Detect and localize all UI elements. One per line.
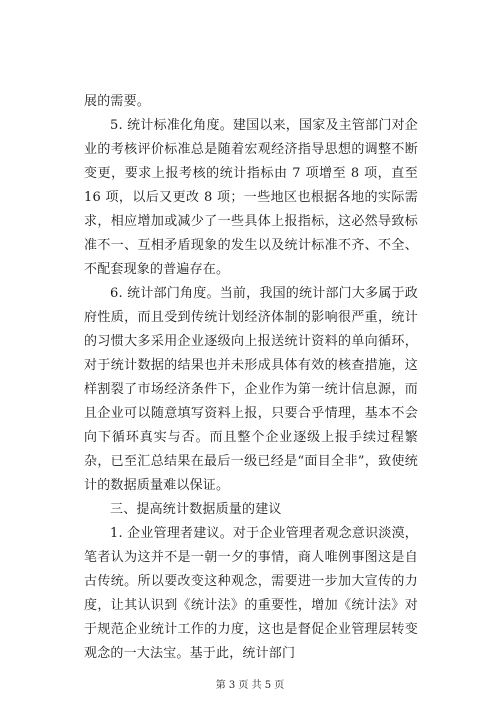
paragraph-continuation: 展的需要。	[84, 94, 151, 109]
paragraph-statistics-department: 6. 统计部门角度。当前，我国的统计部门大多属于政府性质，而且受到传统计划经济体制的影响很严重，统计的习惯大多采用企业逐级向上报送统计资料的单向循环，对于统计数据的结果也并未形成具体有效的核查措施，这样割裂了市场经济条件下，企业作为第一统计信息源，而且企业可以随意填写资料上报，只要合乎情理，基本不会向下循环真实与否。而且整个企业逐级上报手续过程繁杂，已至汇总结果在最后一级已经是“面目全非”，致使统计的数据质量难以保证。	[84, 286, 418, 493]
paragraph-statistical-standardization: 5. 统计标准化角度。建国以来，国家及主管部门对企业的考核评价标准总是随着宏观经济指导思想的调整不断变更，要求上报考核的统计指标由 7 项增至 8 项，直至 16 项，以后又更改 8 项；一些地区也根据各地的实际需求，相应增加或减少了一些具体上报指标，这必然导致标准不一、互相矛盾现象的发生以及统计标准不齐、不全、不配套现象的普遍存在。	[84, 118, 418, 277]
page-number-footer: 第 3 页 共 5 页	[215, 680, 285, 691]
paragraph-management-suggestion: 1. 企业管理者建议。对于企业管理者观念意识淡漠，笔者认为这并不是一朝一夕的事情，商人唯例事图这是自古传统。所以要改变这种观念，需要进一步加大宣传的力度，让其认识到《统计法》的重要性，增加《统计法》对于规范企业统计工作的力度，这也是督促企业管理层转变观念的一大法宝。基于此，统计部门	[84, 526, 418, 661]
section-heading-suggestions: 三、提高统计数据质量的建议	[110, 502, 282, 517]
document-body	[84, 90, 418, 666]
